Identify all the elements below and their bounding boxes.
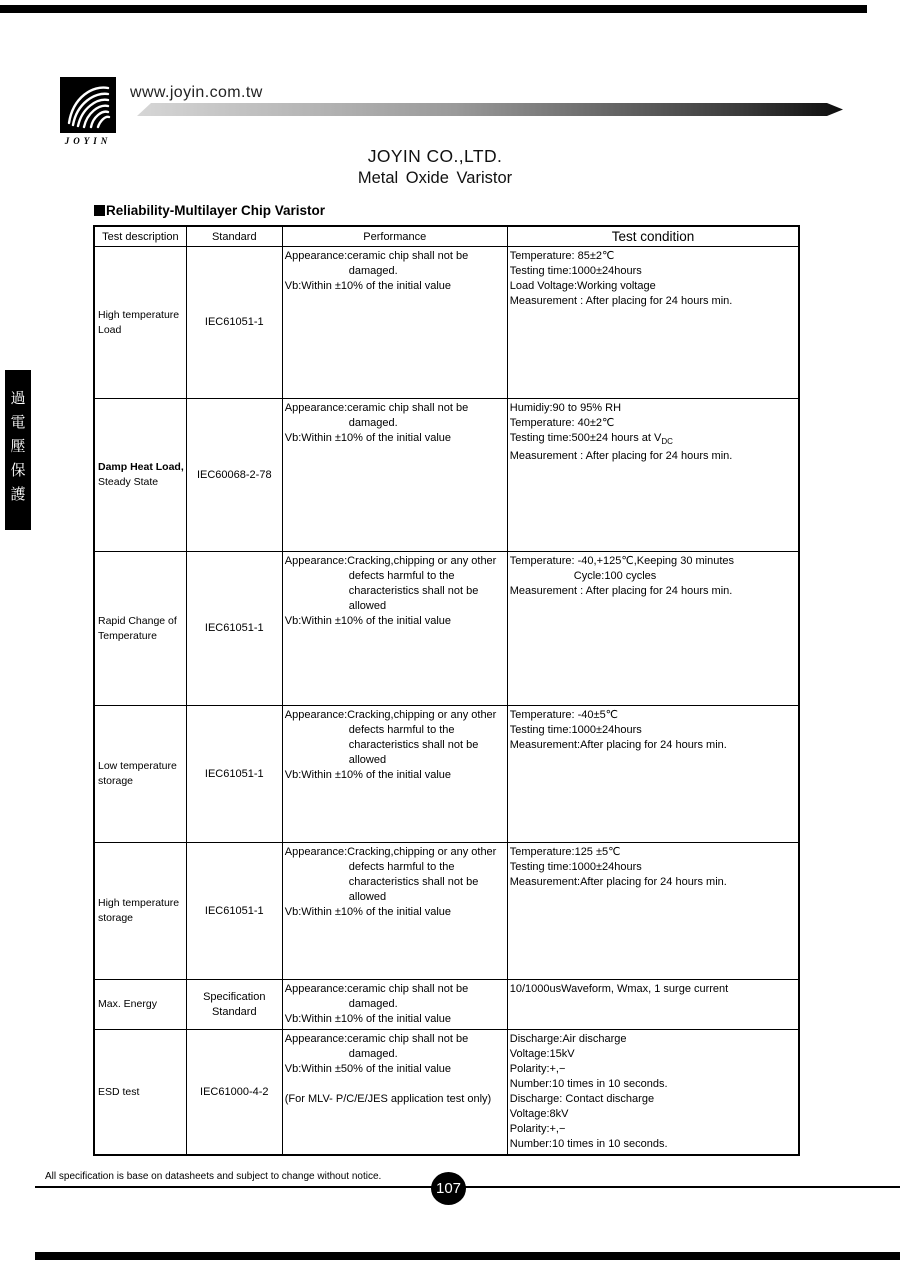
sidebar-vertical-label: 過電壓保護 (5, 370, 31, 530)
text-line: Steady State (98, 476, 159, 488)
text-line: Appearance:Cracking,chipping or any other (284, 555, 497, 567)
text-line: Cycle:100 cycles (573, 570, 657, 582)
text-line: storage (98, 775, 134, 787)
table-header-row (94, 226, 799, 247)
title-block (85, 146, 785, 188)
cell-test-description (94, 247, 186, 399)
text-line: allowed (348, 600, 387, 612)
text-line: Temperature: -40±5℃ (509, 709, 619, 721)
text-line: defects harmful to the (348, 724, 455, 736)
text-line: Vb:Within ±10% of the initial value (284, 1013, 452, 1025)
text-line: IEC61051-1 (204, 316, 264, 328)
section-title-label: Reliability-Multilayer Chip Varistor (106, 203, 326, 218)
text-line: Measurement:After placing for 24 hours min. (509, 876, 727, 888)
text-line: High temperature (98, 308, 180, 321)
text-line: Vb:Within ±10% of the initial value (284, 280, 452, 292)
text-line: damaged. (348, 265, 398, 277)
header-gradient-bar (137, 103, 843, 116)
text-line: Measurement:After placing for 24 hours min. (509, 739, 727, 751)
col-header-test-condition: Test condition (507, 226, 799, 247)
cell-test-condition (507, 1030, 799, 1156)
text-line: Appearance:ceramic chip shall not be (284, 983, 469, 995)
cell-performance (282, 1030, 507, 1156)
cell-standard (186, 399, 282, 552)
table-row-max-energy (94, 980, 799, 1030)
text-line: Discharge: Contact discharge (509, 1093, 655, 1105)
col-header-standard: Standard (186, 226, 282, 247)
cell-standard (186, 247, 282, 399)
cell-performance (282, 980, 507, 1030)
cell-test-description (94, 1030, 186, 1156)
footer-disclaimer: All specification is base on datasheets and subject to change without notice. (45, 1171, 382, 1182)
table-row-high-temperature-load (94, 247, 799, 399)
cell-test-description (94, 980, 186, 1030)
text-line: Temperature: 85±2℃ (509, 250, 615, 262)
company-title: JOYIN CO.,LTD. (367, 146, 503, 166)
text-line: Vb:Within ±50% of the initial value (284, 1063, 452, 1075)
text-line: High temperature (98, 897, 180, 909)
text-line: Appearance:Cracking,chipping or any other (284, 709, 497, 721)
text-line: Low temperature (98, 760, 177, 772)
cell-performance (282, 552, 507, 706)
cell-standard (186, 843, 282, 980)
table-row-damp-heat-load (94, 399, 799, 552)
text-line: Polarity:+,− (509, 1123, 566, 1135)
text-line: storage (98, 912, 134, 924)
text-line: (For MLV- P/C/E/JES application test only) (284, 1093, 492, 1105)
text-line: damaged. (348, 998, 398, 1010)
text-line: Vb:Within ±10% of the initial value (284, 769, 452, 781)
text-line: Rapid Change of (98, 614, 177, 627)
text-line: damaged. (348, 417, 398, 429)
text-line: characteristics shall not be (348, 876, 479, 888)
text-line: IEC61051-1 (204, 904, 264, 917)
text-line: Load (98, 323, 122, 336)
cell-test-description (94, 843, 186, 980)
cell-performance (282, 399, 507, 552)
text-line: Measurement : After placing for 24 hours min. (509, 295, 733, 307)
text-line: Number:10 times in 10 seconds. (509, 1078, 668, 1090)
text-line: Polarity:+,− (509, 1063, 566, 1075)
text-line: Max. Energy (98, 998, 157, 1010)
reliability-table (93, 225, 800, 1156)
cell-performance (282, 843, 507, 980)
logo-swirl-icon (60, 77, 116, 133)
text-line: Discharge:Air discharge (509, 1033, 627, 1045)
text-line: Temperature: 40±2℃ (509, 417, 615, 429)
bottom-black-band (35, 1252, 900, 1260)
text-line: Appearance:ceramic chip shall not be (284, 250, 469, 262)
text-line: Testing time:500±24 hours at $V_{DC}$ (509, 432, 673, 447)
text-line: Specification (203, 990, 266, 1003)
cell-performance (282, 247, 507, 399)
text-line: characteristics shall not be (348, 739, 479, 751)
cell-standard (186, 706, 282, 843)
text-line: defects harmful to the (348, 861, 455, 873)
text-line: Temperature:125 ±5℃ (509, 846, 621, 858)
text-line: Measurement : After placing for 24 hours min. (509, 585, 733, 597)
text-line: Appearance:ceramic chip shall not be (284, 1033, 469, 1045)
cell-test-description (94, 399, 186, 552)
cell-test-description (94, 552, 186, 706)
cell-standard (186, 1030, 282, 1156)
text-line: allowed (348, 891, 387, 903)
cell-standard (186, 552, 282, 706)
cell-test-condition (507, 399, 799, 552)
cell-test-condition (507, 980, 799, 1030)
text-line: Load Voltage:Working voltage (509, 280, 656, 292)
text-line: Damp Heat Load, (98, 461, 184, 473)
text-line: Number:10 times in 10 seconds. (509, 1138, 668, 1150)
text-line: Voltage:8kV (509, 1108, 569, 1120)
text-line: IEC61051-1 (204, 767, 264, 780)
text-line: IEC61051-1 (204, 622, 264, 634)
text-line: defects harmful to the (348, 570, 455, 582)
text-line: Temperature (98, 629, 157, 642)
text-line (285, 1077, 505, 1092)
text-line: IEC61000-4-2 (200, 1085, 269, 1098)
footer-rule (35, 1186, 900, 1188)
cell-test-condition (507, 552, 799, 706)
section-title (94, 203, 325, 218)
table-row-rapid-change-of-temperature (94, 552, 799, 706)
col-header-test-description: Test description (94, 226, 186, 247)
website-url: www.joyin.com.tw (130, 84, 263, 101)
table-row-esd-test (94, 1030, 799, 1156)
text-line: allowed (348, 754, 387, 766)
text-line: Standard (211, 1005, 257, 1018)
text-line: IEC60068-2-78 (196, 468, 272, 481)
text-line: Vb:Within ±10% of the initial value (284, 906, 452, 918)
cell-test-condition (507, 247, 799, 399)
page-number-badge: 107 (431, 1172, 466, 1205)
cell-test-condition (507, 843, 799, 980)
cell-standard (186, 980, 282, 1030)
text-line: Vb:Within ±10% of the initial value (284, 432, 452, 444)
text-line: Appearance:Cracking,chipping or any other (284, 846, 497, 858)
text-line: Appearance:ceramic chip shall not be (284, 402, 469, 414)
text-line: characteristics shall not be (348, 585, 479, 597)
text-line: Measurement : After placing for 24 hours min. (509, 450, 733, 463)
text-line: ESD test (98, 1085, 140, 1098)
section-bullet-icon (94, 205, 105, 216)
text-line: Vb:Within ±10% of the initial value (284, 615, 452, 627)
text-line: Humidiy:90 to 95% RH (509, 402, 622, 414)
logo-wordmark: JOYIN (64, 136, 112, 146)
joyin-logo (60, 77, 116, 133)
cell-test-description (94, 706, 186, 843)
text-line: Testing time:1000±24hours (509, 861, 642, 873)
cell-performance (282, 706, 507, 843)
product-line-title: Metal Oxide Varistor (357, 169, 513, 187)
col-header-performance: Performance (282, 226, 507, 247)
text-line: Voltage:15kV (509, 1048, 575, 1060)
cell-test-condition (507, 706, 799, 843)
text-line: 10/1000usWaveform, Wmax, 1 surge current (509, 983, 729, 995)
text-line: Temperature: -40,+125℃,Keeping 30 minutes (509, 555, 735, 567)
text-line: damaged. (348, 1048, 398, 1060)
top-black-band (0, 5, 867, 13)
table-row-high-temperature-storage (94, 843, 799, 980)
table-row-low-temperature-storage (94, 706, 799, 843)
text-line: Testing time:1000±24hours (509, 265, 642, 277)
text-line: Testing time:1000±24hours (509, 724, 642, 736)
